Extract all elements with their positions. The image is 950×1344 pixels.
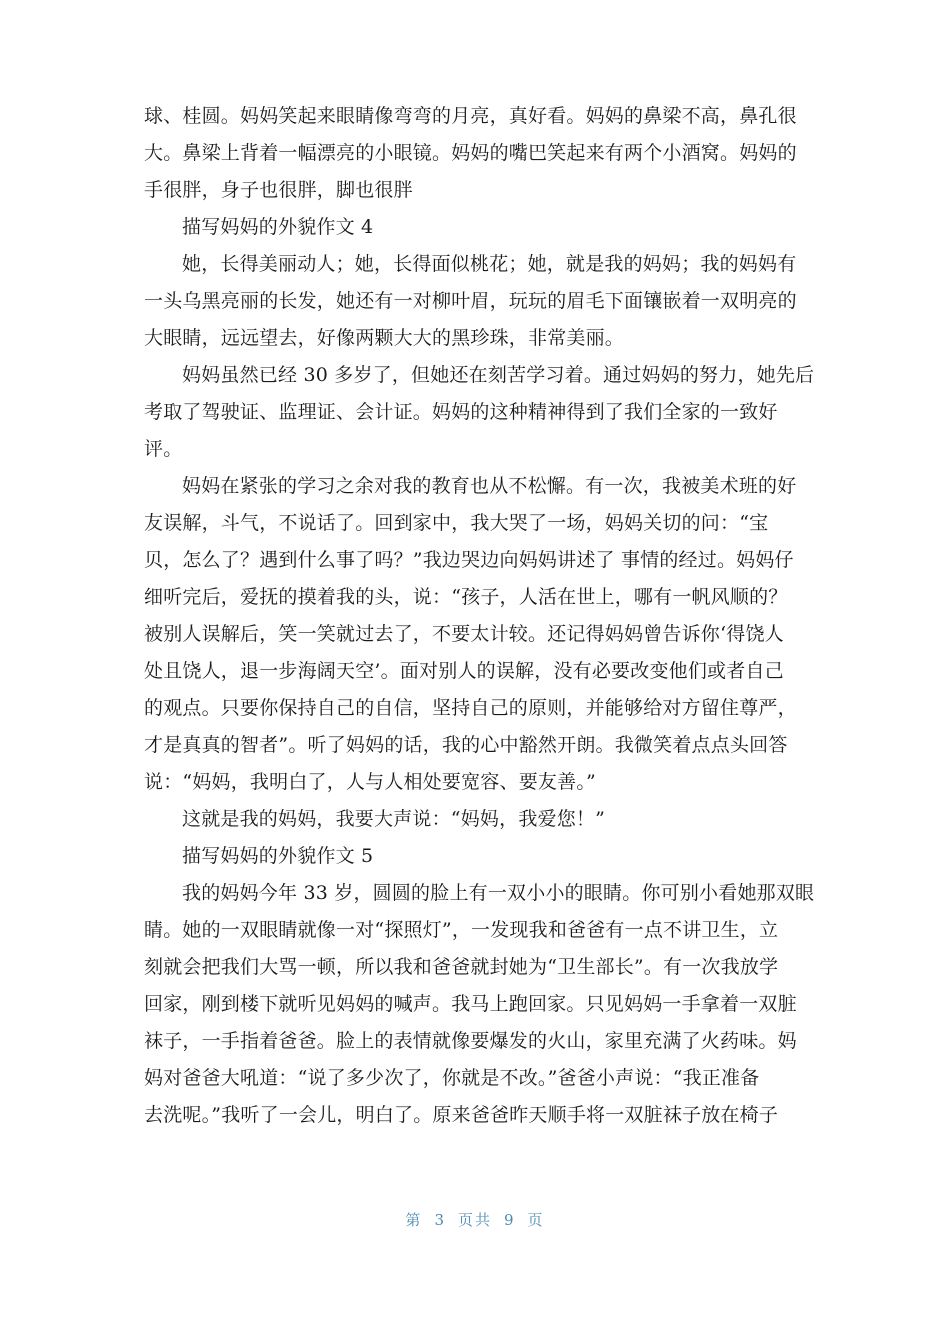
text-line: 袜子，一手指着爸爸。脸上的表情就像要爆发的火山，家里充满了火药味。妈 bbox=[144, 1030, 797, 1052]
text-line: 考取了驾驶证、监理证、会计证。妈妈的这种精神得到了我们全家的一致好 bbox=[144, 401, 778, 423]
text-line: 刻就会把我们大骂一顿，所以我和爸爸就封她为“卫生部长”。有一次我放学 bbox=[144, 956, 779, 978]
text-line: 这就是我的妈妈，我要大声说：“妈妈，我爱您！” bbox=[182, 808, 606, 830]
text-line: 贝，怎么了？遇到什么事了吗？”我边哭边向妈妈讲述了 事情的经过。妈妈仔 bbox=[144, 549, 794, 571]
text-line: 球、桂圆。妈妈笑起来眼睛像弯弯的月亮，真好看。妈妈的鼻梁不高，鼻孔很 bbox=[144, 105, 797, 127]
section-heading: 描写妈妈的外貌作文 4 bbox=[182, 216, 374, 238]
text-line: 说：“妈妈，我明白了，人与人相处要宽容、要友善。” bbox=[144, 771, 596, 793]
footer-label-ye-gong: 页共 bbox=[457, 1211, 492, 1229]
text-line: 睛。她的一双眼睛就像一对“探照灯”，一发现我和爸爸有一点不讲卫生，立 bbox=[144, 919, 779, 941]
text-line: 处且饶人，退一步海阔天空’。面对别人的误解，没有必要改变他们或者自己 bbox=[144, 660, 784, 682]
text-line: 回家，刚到楼下就听见妈妈的喊声。我马上跑回家。只见妈妈一手拿着一双脏 bbox=[144, 993, 797, 1015]
text-line: 的观点。只要你保持自己的自信，坚持自己的原则，并能够给对方留住尊严， bbox=[144, 697, 797, 719]
text-line: 评。 bbox=[144, 438, 183, 460]
text-line: 被别人误解后，笑一笑就过去了，不要太计较。还记得妈妈曾告诉你‘得饶人 bbox=[144, 623, 784, 645]
text-line: 手很胖，身子也很胖，脚也很胖 bbox=[144, 179, 413, 201]
footer-total-pages: 9 bbox=[504, 1211, 516, 1229]
text-line: 友误解，斗气，不说话了。回到家中，我大哭了一场，妈妈关切的问：“宝 bbox=[144, 512, 769, 534]
text-line: 妈妈虽然已经 30 多岁了，但她还在刻苦学习着。通过妈妈的努力，她先后 bbox=[182, 364, 815, 386]
page-footer bbox=[0, 1209, 950, 1230]
text-line: 妈对爸爸大吼道：“说了多少次了，你就是不改。”爸爸小声说：“我正准备 bbox=[144, 1067, 760, 1089]
footer-label-ye: 页 bbox=[527, 1211, 545, 1229]
footer-label-di: 第 bbox=[405, 1211, 423, 1229]
section-heading: 描写妈妈的外貌作文 5 bbox=[182, 845, 374, 867]
text-line: 她，长得美丽动人；她，长得面似桃花；她，就是我的妈妈；我的妈妈有 bbox=[182, 253, 797, 275]
text-line: 去洗呢。”我听了一会儿，明白了。原来爸爸昨天顺手将一双脏袜子放在椅子 bbox=[144, 1104, 779, 1126]
text-line: 大眼睛，远远望去，好像两颗大大的黑珍珠，非常美丽。 bbox=[144, 327, 625, 349]
text-line: 妈妈在紧张的学习之余对我的教育也从不松懈。有一次，我被美术班的好 bbox=[182, 475, 797, 497]
text-line: 我的妈妈今年 33 岁，圆圆的脸上有一双小小的眼睛。你可别小看她那双眼 bbox=[182, 882, 815, 904]
text-line: 细听完后，爱抚的摸着我的头，说：“孩子，人活在世上，哪有一帆风顺的？ bbox=[144, 586, 788, 608]
text-line: 才是真真的智者”。听了妈妈的话，我的心中豁然开朗。我微笑着点点头回答 bbox=[144, 734, 788, 756]
text-line: 大。鼻梁上背着一幅漂亮的小眼镜。妈妈的嘴巴笑起来有两个小酒窝。妈妈的 bbox=[144, 142, 797, 164]
document-body bbox=[144, 98, 815, 1134]
text-line: 一头乌黑亮丽的长发，她还有一对柳叶眉，玩玩的眉毛下面镶嵌着一双明亮的 bbox=[144, 290, 797, 312]
footer-current-page: 3 bbox=[434, 1211, 446, 1229]
